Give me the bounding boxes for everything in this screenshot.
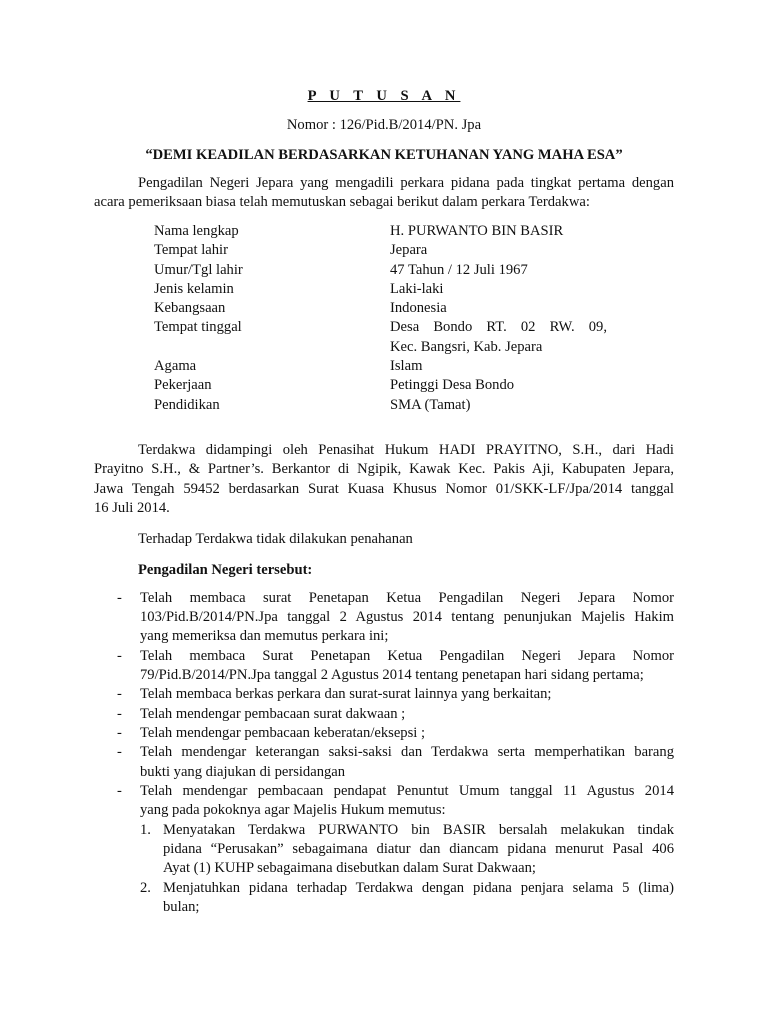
identity-label: Nama lengkap	[154, 223, 239, 239]
identity-label: Umur/Tgl lahir	[154, 262, 243, 278]
bullet-line: Telah membaca berkas perkara dan surat-surat lainnya yang berkaitan;	[140, 686, 552, 702]
numbered-line: pidana “Perusakan” sebagaimana diatur dan diancam pidana menurut Pasal 406	[163, 841, 674, 857]
bullet-line: yang memeriksa dan memutus perkara ini;	[140, 628, 389, 644]
identity-label: Tempat lahir	[154, 242, 228, 258]
list-number: 1.	[140, 822, 151, 838]
numbered-line: Ayat (1) KUHP sebagaimana disebutkan dalam Surat Dakwaan;	[163, 860, 536, 876]
identity-label: Kebangsaan	[154, 300, 226, 316]
identity-value: Desa Bondo RT. 02 RW. 09,	[390, 319, 607, 335]
identity-value: Islam	[390, 358, 423, 374]
pengadilan-heading: Pengadilan Negeri tersebut:	[138, 562, 313, 578]
bullet-line: Telah membaca surat Penetapan Ketua Pengadilan Negeri Jepara Nomor	[140, 590, 674, 606]
bullet-dash: -	[117, 783, 122, 799]
penasihat-line-2: Prayitno S.H., & Partner’s. Berkantor di Ngipik, Kawak Kec. Pakis Aji, Kabupaten Jepara,	[94, 461, 674, 477]
identity-label: Agama	[154, 358, 197, 374]
penasihat-line-4: 16 Juli 2014.	[94, 500, 170, 516]
bullet-dash: -	[117, 590, 122, 606]
identity-value: Jepara	[390, 242, 428, 258]
penasihat-line-3: Jawa Tengah 59452 berdasarkan Surat Kuasa Khusus Nomor 01/SKK-LF/Jpa/2014 tanggal	[94, 481, 674, 497]
bullet-line: 79/Pid.B/2014/PN.Jpa tanggal 2 Agustus 2014 tentang penetapan hari sidang pertama;	[140, 667, 644, 683]
bullet-line: yang pada pokoknya agar Majelis Hukum memutus:	[140, 802, 446, 818]
identity-value: Laki-laki	[390, 281, 444, 297]
intro-line-2: acara pemeriksaan biasa telah memutuskan sebagai berikut dalam perkara Terdakwa:	[94, 194, 590, 210]
list-number: 2.	[140, 880, 151, 896]
bullet-dash: -	[117, 725, 122, 741]
case-number: Nomor : 126/Pid.B/2014/PN. Jpa	[286, 117, 482, 133]
identity-value: Indonesia	[390, 300, 447, 316]
bullet-line: Telah membaca Surat Penetapan Ketua Pengadilan Negeri Jepara Nomor	[140, 648, 674, 664]
identity-value: Kec. Bangsri, Kab. Jepara	[390, 339, 543, 355]
identity-label: Jenis kelamin	[154, 281, 234, 297]
identity-value: SMA (Tamat)	[390, 397, 471, 413]
numbered-line: Menjatuhkan pidana terhadap Terdakwa dengan pidana penjara selama 5 (lima)	[163, 880, 674, 896]
identity-label: Pendidikan	[154, 397, 220, 413]
bullet-dash: -	[117, 706, 122, 722]
numbered-line: Menyatakan Terdakwa PURWANTO bin BASIR bersalah melakukan tindak	[163, 822, 674, 838]
bullet-dash: -	[117, 648, 122, 664]
identity-label: Tempat tinggal	[154, 319, 242, 335]
numbered-line: bulan;	[163, 899, 200, 915]
bullet-line: Telah mendengar pembacaan pendapat Penuntut Umum tanggal 11 Agustus 2014	[140, 783, 674, 799]
penahanan-text: Terhadap Terdakwa tidak dilakukan penahanan	[138, 531, 413, 547]
bullet-line: 103/Pid.B/2014/PN.Jpa tanggal 2 Agustus 2014 tentang penunjukan Majelis Hakim	[140, 609, 674, 625]
bullet-dash: -	[117, 744, 122, 760]
penasihat-line-1: Terdakwa didampingi oleh Penasihat Hukum HADI PRAYITNO, S.H., dari Hadi	[138, 442, 674, 458]
bullet-line: Telah mendengar pembacaan surat dakwaan ;	[140, 706, 406, 722]
irah-irah-heading: “DEMI KEADILAN BERDASARKAN KETUHANAN YANG MAHA ESA”	[145, 147, 623, 163]
identity-value: H. PURWANTO BIN BASIR	[390, 223, 564, 239]
bullet-dash: -	[117, 686, 122, 702]
bullet-line: Telah mendengar keterangan saksi-saksi dan Terdakwa serta memperhatikan barang	[140, 744, 674, 760]
identity-value: 47 Tahun / 12 Juli 1967	[390, 262, 528, 278]
intro-line-1: Pengadilan Negeri Jepara yang mengadili perkara pidana pada tingkat pertama dengan	[138, 175, 674, 191]
bullet-line: Telah mendengar pembacaan keberatan/eksepsi ;	[140, 725, 426, 741]
identity-value: Petinggi Desa Bondo	[390, 377, 515, 393]
identity-label: Pekerjaan	[154, 377, 212, 393]
bullet-line: bukti yang diajukan di persidangan	[140, 764, 346, 780]
document-title: P U T U S A N	[307, 88, 461, 104]
